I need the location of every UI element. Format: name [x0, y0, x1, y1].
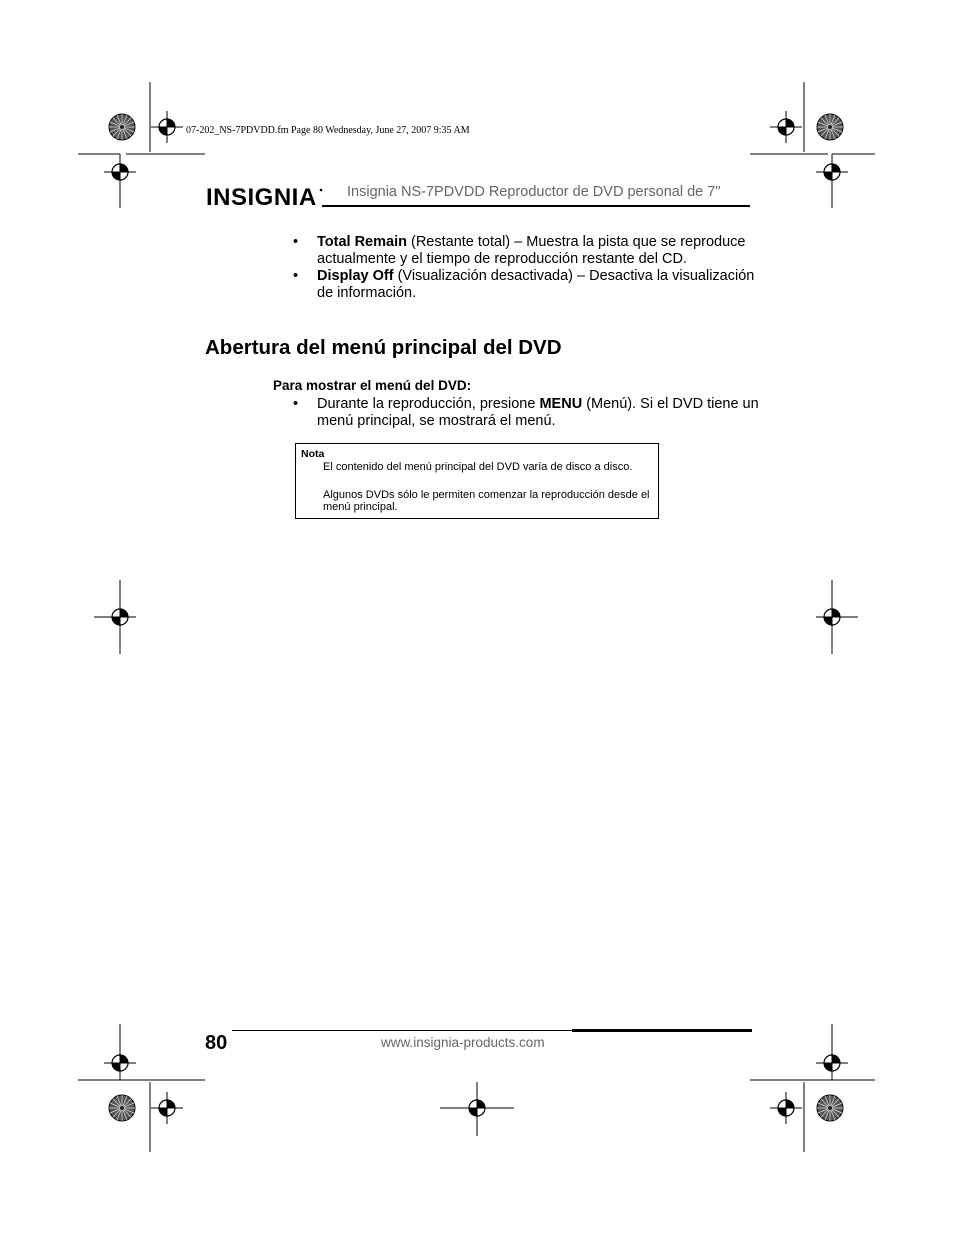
list-item	[291, 268, 761, 301]
note-paragraph: El contenido del menú principal del DVD varía de disco a disco.	[323, 461, 633, 473]
footer-rule	[232, 1030, 572, 1031]
header-rule	[322, 205, 750, 207]
bullet-icon: •	[293, 396, 299, 412]
term-display-off: Display Off	[317, 268, 394, 284]
note-paragraph: Algunos DVDs sólo le permiten comenzar la reproducción desde el menú principal.	[323, 489, 650, 513]
bullet-list-top	[291, 234, 761, 302]
page-number: 80	[205, 1032, 228, 1054]
footer-rule-thick	[572, 1029, 752, 1032]
bullet-icon: •	[293, 268, 299, 284]
term-menu: MENU	[539, 396, 583, 412]
item-text: (Visualización desactivada) – Desactiva la visualización de información.	[317, 268, 755, 301]
footer-url: www.insignia-products.com	[381, 1035, 545, 1050]
procedure-heading: Para mostrar el menú del DVD:	[273, 378, 472, 393]
list-item	[291, 234, 761, 267]
item-text: (Restante total) – Muestra la pista que se reproduce actualmente y el tiempo de reproducción restante del CD.	[317, 234, 746, 267]
file-slug: 07-202_NS-7PDVDD.fm Page 80 Wednesday, June 27, 2007 9:35 AM	[186, 125, 470, 136]
logo-text: INSIGNIA	[206, 184, 317, 211]
note-box	[295, 443, 659, 519]
section-heading: Abertura del menú principal del DVD	[205, 336, 562, 359]
list-item	[291, 396, 761, 429]
note-label: Nota	[301, 448, 325, 460]
bullet-icon: •	[293, 234, 299, 250]
header-title: Insignia NS-7PDVDD Reproductor de DVD personal de 7"	[347, 184, 721, 200]
item-text-pre: Durante la reproducción, presione	[317, 396, 540, 412]
item-text-post: (Menú). Si el DVD tiene un menú principal, se mostrará el menú.	[317, 396, 759, 429]
insignia-logo	[206, 177, 324, 215]
term-total-remain: Total Remain	[317, 234, 407, 250]
bullet-list-procedure	[291, 396, 761, 430]
